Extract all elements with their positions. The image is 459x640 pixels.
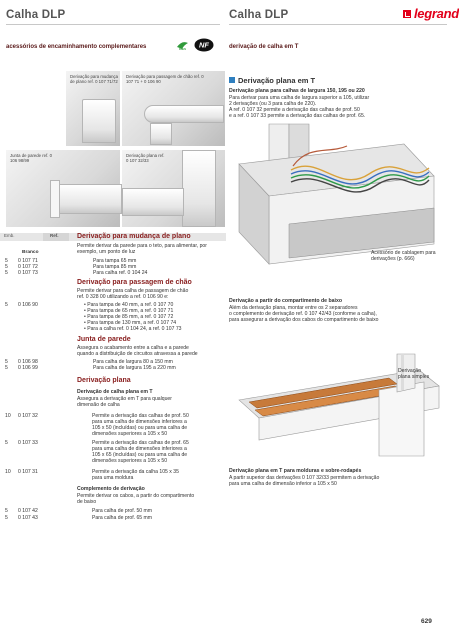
row-pack: 5 [5, 365, 8, 371]
subsection-text-1: Assegura a derivação em T para qualquer [77, 396, 172, 402]
nf-badge-icon [194, 38, 214, 52]
row-desc-line: Permite a derivação das calhas de prof. 50 [92, 413, 189, 419]
row-desc: Para calha ref. 0 104 24 [93, 270, 148, 276]
right-para2-title: Derivação a partir do compartimento de baixo [229, 298, 343, 304]
section-intro-junta-2: quando a distribuição de circuitos atravessa a parede [77, 351, 198, 357]
nf-label: NF [199, 40, 209, 50]
right-para1-line: Para derivar para uma calha de largura superior a 105, utilizar [229, 95, 370, 101]
photo-caption: Derivação plana ref. 0 107 32/33 [126, 153, 165, 164]
photo-caption: Derivação para mudança de plano ref. 0 107 71/72 [70, 74, 119, 85]
row-desc: Para tampa 65 mm [93, 258, 137, 264]
section-intro-mudanca: Permite derivar da parede para o teto, para alimentar, por exemplo, um ponto de luz [77, 243, 207, 256]
row-desc-line: Permite a derivação da calha 105 x 35 [92, 469, 179, 475]
row-desc-line: para uma calha de dimensões inferiores a [92, 419, 187, 425]
row-pack: 5 [5, 264, 8, 270]
right-para2-line: o complemento de derivação ref. 0 107 42/43 (conforme a calha), [229, 311, 377, 317]
right-para3-title: Derivação plana em T para molduras e sobre-rodapés [229, 468, 362, 474]
row-ref: 0 107 33 [18, 440, 38, 446]
photo-derivacao-plana [122, 150, 225, 227]
section-intro-junta-1: Assegura o acabamento entre a calha e a parede [77, 345, 189, 351]
row-ref: 0 107 42 [18, 508, 38, 514]
row-desc-line: para uma moldura [92, 475, 134, 481]
legrand-square-icon [403, 10, 411, 18]
row-desc-line: 105 x 50 (incluídas) ou para uma calha de [92, 425, 188, 431]
section-title-plana: Derivação plana [77, 377, 131, 384]
complemento-text-2: de baixo [77, 499, 97, 505]
duct-shape [50, 180, 60, 218]
bullet-item: • Para tampa de 65 mm, a ref. 0 107 71 [84, 308, 174, 314]
title-rule-left [6, 24, 220, 25]
row-pack: 5 [5, 359, 8, 365]
row-pack: 5 [5, 258, 8, 264]
bullet-item: • Para tampa de 130 mm, a ref. 0 107 74 [84, 320, 177, 326]
row-desc-line: 105 x 65 (incluídas) ou para uma calha de [92, 452, 188, 458]
rohs-badge-icon [176, 41, 189, 50]
simple-caption-1: Derivação [398, 368, 421, 374]
row-desc-line: para uma calha de dimensões inferiores a [92, 446, 187, 452]
row-desc-line: dimensões superiores a 105 x 50 [92, 431, 168, 437]
row-ref: 0 106 90 [18, 302, 38, 308]
page-number: 629 [421, 618, 432, 625]
duct-shape [182, 150, 216, 227]
simple-caption-2: plana simples [398, 374, 430, 380]
row-pack: 5 [5, 302, 8, 308]
right-para2-line: para assegurar a derivação dos cabos do compartimento de baixo [229, 317, 379, 323]
section-title-mudanca: Derivação para mudança de plano [77, 233, 191, 240]
photo-junta-parede [6, 150, 120, 227]
complemento-text-1: Permite derivar os cabos, a partir do compartimento [77, 493, 195, 499]
right-para1-title: Derivação plana para calhas de largura 150, 195 ou 220 [229, 88, 365, 94]
page-title-left: Calha DLP [6, 9, 66, 21]
right-para1-line: 2 derivações (ou 3 para calha de 220). [229, 101, 317, 107]
plana-simples-illustration [229, 330, 447, 460]
col-header-white: Branco [22, 250, 39, 255]
title-rule-right [229, 24, 447, 25]
right-para1-line: e a ref. 0 107 33 permite a derivação das calhas de prof. 65. [229, 113, 366, 119]
row-ref: 0 107 73 [18, 270, 38, 276]
col-header-pack: Emb. [4, 233, 15, 238]
page-subtitle-right: derivação de calha em T [229, 44, 299, 50]
row-desc: Para calha de prof. 50 mm [92, 508, 153, 514]
photo-caption: Junta de parede ref. 0 106 98/99 [10, 153, 53, 164]
cables-caption: Acessório de cablagem para derivações (p. 666) [371, 250, 436, 263]
section-intro-chao-1: Permite derivar para calha de passagem de chão [77, 288, 189, 294]
section-marker-icon [229, 77, 235, 83]
row-ref: 0 107 72 [18, 264, 38, 270]
row-ref: 0 107 31 [18, 469, 38, 475]
right-para3-line: A partir superior das derivações 0 107 32/33 permitem a derivação [229, 475, 380, 481]
section-title-chao: Derivação para passagem de chão [77, 279, 192, 286]
legrand-logo [403, 6, 459, 22]
col-header-ref: Ref. [50, 233, 59, 238]
subsection-text-2: dimensão de calha [77, 402, 120, 408]
subsection-title-complemento: Complemento de derivação [77, 486, 145, 492]
row-ref: 0 107 71 [18, 258, 38, 264]
right-para1-line: A ref. 0 107 32 permite a derivação das calhas de prof. 50 [229, 107, 360, 113]
section-intro-chao-2: ref. 0 328 00 utilizando a ref. 0 106 90 e: [77, 294, 169, 300]
duct-shape [82, 99, 116, 143]
row-desc-line: dimensões superiores a 105 x 50 [92, 458, 168, 464]
row-desc: Para calha de largura 80 a 150 mm [93, 359, 173, 365]
row-desc-line: Permite a derivação das calhas de prof. 65 [92, 440, 189, 446]
photo-passagem-chao [122, 71, 225, 146]
subsection-title-plana-t: Derivação de calha plana em T [77, 389, 153, 395]
duct-shape [56, 184, 122, 214]
bullet-item: • Para tampa de 40 mm, a ref. 0 107 70 [84, 302, 174, 308]
right-heading: Derivação plana em T [238, 76, 316, 85]
photo-mudanca-plano [66, 71, 120, 146]
rohs-label: RoHS [178, 47, 187, 51]
duct-with-cables-illustration [229, 124, 447, 294]
row-ref: 0 107 32 [18, 413, 38, 419]
duct-shape [122, 188, 184, 216]
page-subtitle-left: acessórios de encaminhamento complementares [6, 44, 147, 50]
duct-shape [144, 105, 224, 123]
photo-caption: Derivação para passagem de chão ref. 0 107 71 + 0 106 90 [126, 74, 204, 85]
right-para3-line: para uma calha de dimensão inferior a 105 x 50 [229, 481, 337, 487]
row-ref: 0 106 98 [18, 359, 38, 365]
row-ref: 0 106 99 [18, 365, 38, 371]
right-para2-line: Além da derivação plana, montar entre os 2 separadores [229, 305, 358, 311]
row-pack: 5 [5, 440, 8, 446]
row-desc: Para calha de largura 195 a 220 mm [93, 365, 176, 371]
section-title-junta: Junta de parede [77, 336, 131, 343]
row-pack: 5 [5, 270, 8, 276]
row-desc: Para calha de prof. 65 mm [92, 515, 153, 521]
duct-shape [150, 123, 172, 145]
bullet-item: • Para a calha ref. 0 104 24, a ref. 0 107 73 [84, 326, 182, 332]
row-pack: 10 [5, 413, 11, 419]
legrand-wordmark: legrand [414, 6, 459, 21]
bullet-item: • Para tampa de 85 mm, a ref. 0 107 72 [84, 314, 174, 320]
row-ref: 0 107 43 [18, 515, 38, 521]
row-desc: Para tampa 85 mm [93, 264, 137, 270]
page-title-right: Calha DLP [229, 9, 289, 21]
row-pack: 5 [5, 508, 8, 514]
row-pack: 10 [5, 469, 11, 475]
row-pack: 5 [5, 515, 8, 521]
